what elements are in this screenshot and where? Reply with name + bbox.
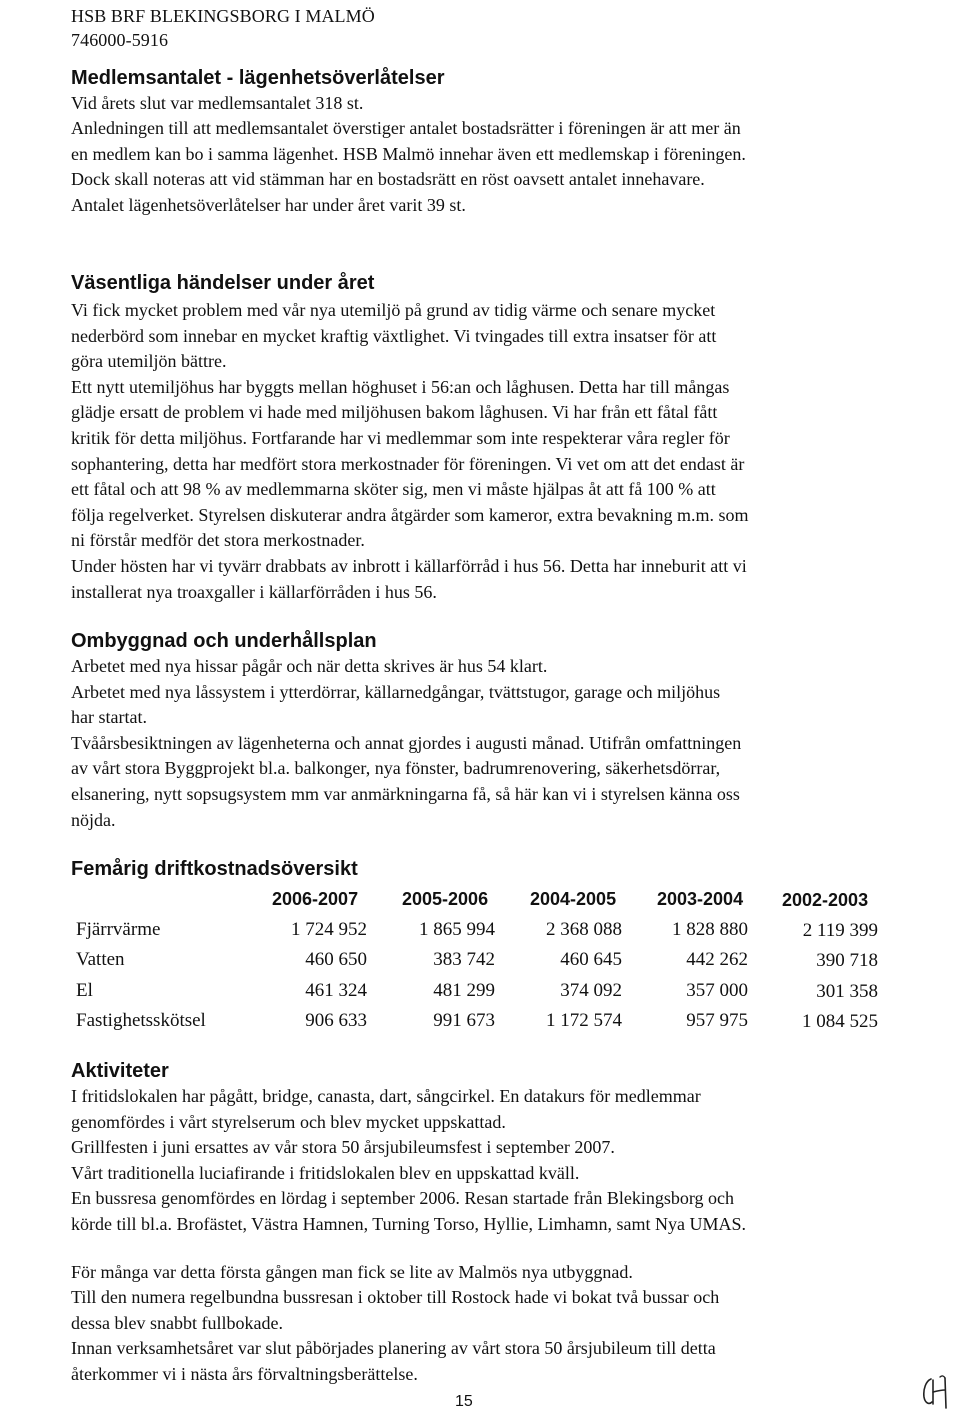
handwritten-initials-signature: [918, 1372, 958, 1412]
section-title: Femårig driftkostnadsöversikt: [71, 858, 358, 880]
section-members: [71, 66, 891, 218]
paragraph-line: Ett nytt utemiljöhus har byggts mellan höghuset i 56:an och låghusen. Detta har till mångas: [71, 376, 730, 397]
paragraph-line: Arbetet med nya hissar pågår och när detta skrives är hus 54 klart.: [71, 656, 548, 676]
paragraph-line: elsanering, nytt sopsugsystem mm var anmärkningarna få, så här kan vi i styrelsen känna oss: [71, 783, 740, 804]
paragraph-line: dessa blev snabbt fullbokade.: [71, 1312, 283, 1333]
paragraph-line: körde till bl.a. Brofästet, Västra Hamnen, Turning Torso, Hyllie, Limhamn, samt Nya UMAS.: [71, 1213, 747, 1234]
table-cell: 1 084 525: [802, 1011, 878, 1032]
paragraph-line: ni förstår medför det stora merkostnader.: [71, 530, 365, 551]
table-cell: 1 865 994: [419, 919, 495, 940]
section-title: Medlemsantalet - lägenhetsöverlåtelser: [71, 67, 445, 89]
paragraph-line: Vid årets slut var medlemsantalet 318 st.: [71, 93, 364, 113]
paragraph-line: glädje ersatt de problem vi hade med miljöhusen bakom låghusen. Vi har från ett fåtal fått: [71, 402, 718, 423]
paragraph-line: Innan verksamhetsåret var slut påbörjades planering av vårt stora 50 årsjubileum till detta: [71, 1338, 716, 1359]
paragraph-line: Vi fick mycket problem med vår nya utemiljö på grund av tidig värme och senare mycket: [71, 300, 716, 320]
table-cell: 957 975: [686, 1010, 748, 1031]
paragraph-line: av vårt stora Byggprojekt bl.a. balkonger, nya fönster, badrumrenovering, säkerhetsdörrar,: [71, 758, 721, 779]
table-cell: 906 633: [305, 1010, 367, 1031]
section-activities: [71, 1059, 891, 1388]
paragraph-line: Vårt traditionella luciafirande i fritidslokalen blev en uppskattad kväll.: [71, 1162, 580, 1183]
table-cell: 357 000: [686, 980, 748, 1001]
section-title: Väsentliga händelser under året: [71, 272, 375, 294]
table-cell: 460 650: [305, 949, 367, 970]
paragraph-line: följa regelverket. Styrelsen diskuterar andra åtgärder som kameror, extra bevakning m.m. som: [71, 504, 749, 525]
column-header: 2004-2005: [530, 889, 617, 909]
paragraph-line: nöjda.: [71, 809, 116, 830]
column-header: 2003-2004: [657, 889, 744, 909]
section-title: Aktiviteter: [71, 1060, 169, 1082]
paragraph-line: Arbetet med nya låssystem i ytterdörrar, källarnedgångar, tvättstugor, garage och miljöhus: [71, 681, 721, 702]
section-body: [71, 1084, 891, 1388]
table-cell: 1 172 574: [546, 1010, 622, 1031]
row-label: Fastighetsskötsel: [76, 1010, 206, 1031]
table-cell: 460 645: [560, 949, 622, 970]
table-cell: 442 262: [686, 949, 748, 970]
column-header: 2002-2003: [782, 890, 869, 910]
paragraph-line: en medlem kan bo i samma lägenhet. HSB Malmö innehar även ett medlemskap i föreningen.: [71, 143, 746, 164]
paragraph-line: En bussresa genomfördes en lördag i september 2006. Resan startade från Blekingsborg och: [71, 1188, 734, 1209]
paragraph-line: Grillfesten i juni ersattes av vår stora 50 årsjubileumsfest i september 2007.: [71, 1137, 615, 1158]
section-events: [71, 271, 891, 605]
org-name: HSB BRF BLEKINGSBORG I MALMÖ: [71, 6, 375, 26]
section-title: Ombyggnad och underhållsplan: [71, 630, 377, 652]
table-cell: 1 828 880: [672, 919, 748, 940]
table-cell: 301 358: [816, 981, 878, 1002]
table-cell: 2 368 088: [546, 919, 622, 940]
table-cell: 390 718: [816, 950, 878, 971]
paragraph-line: kritik för detta miljöhus. Fortfarande har vi medlemmar som inte respekterar våra regler för: [71, 427, 730, 448]
section-body: [71, 298, 891, 605]
cost-table: [71, 886, 891, 1036]
section-costs: [71, 857, 891, 881]
paragraph-line: har startat.: [71, 707, 147, 728]
row-label: El: [76, 980, 93, 1001]
table-cell: 1 724 952: [291, 919, 367, 940]
paragraph-line: återkommer vi i nästa års förvaltningsberättelse.: [71, 1363, 418, 1384]
table-cell: 461 324: [305, 980, 367, 1001]
paragraph-line: Dock skall noteras att vid stämman har en bostadsrätt en röst oavsett antalet innehavare.: [71, 169, 705, 190]
paragraph-line: Anledningen till att medlemsantalet överstiger antalet bostadsrätter i föreningen är att mer än: [71, 118, 741, 139]
paragraph-line: nederbörd som innebar en mycket kraftig växtlighet. Vi tvingades till extra insatser för att: [71, 325, 717, 346]
paragraph-line: Till den numera regelbundna bussresan i oktober till Rostock hade vi bokat två bussar och: [71, 1287, 720, 1308]
row-label: Vatten: [76, 949, 125, 970]
page-number: 15: [455, 1393, 473, 1410]
section-body: [71, 91, 891, 218]
paragraph-line: Tvåårsbesiktningen av lägenheterna och annat gjordes i augusti månad. Utifrån omfattningen: [71, 732, 742, 753]
paragraph-line: Under hösten har vi tyvärr drabbats av inbrott i källarförråd i hus 56. Detta har inneburit att vi: [71, 555, 747, 576]
column-header: 2005-2006: [402, 889, 489, 909]
paragraph-line: genomfördes i vårt styrelserum och blev mycket uppskattad.: [71, 1111, 506, 1132]
section-renovation: [71, 629, 891, 833]
paragraph-line: ett fåtal och att 98 % av medlemmarna sköter sig, men vi måste hjälpas åt att få 100 % att: [71, 479, 716, 500]
table-cell: 2 119 399: [802, 920, 878, 941]
section-body: [71, 654, 891, 833]
table-cell: 481 299: [433, 980, 495, 1001]
column-header: 2006-2007: [272, 889, 359, 909]
paragraph-gap: [71, 1238, 891, 1260]
paragraph-line: Antalet lägenhetsöverlåtelser har under året varit 39 st.: [71, 194, 466, 215]
paragraph-line: göra utemiljön bättre.: [71, 351, 227, 372]
paragraph-line: För många var detta första gången man fick se lite av Malmös nya utbyggnad.: [71, 1261, 633, 1282]
table-cell: 374 092: [560, 980, 622, 1001]
paragraph-line: installerat nya troaxgaller i källarförråden i hus 56.: [71, 581, 437, 602]
org-number: 746000-5916: [71, 30, 169, 50]
table-cell: 383 742: [433, 949, 495, 970]
table-cell: 991 673: [433, 1010, 495, 1031]
paragraph-line: sophantering, detta har medfört stora merkostnader för föreningen. Vi vet om att det endast är: [71, 453, 745, 474]
row-label: Fjärrvärme: [76, 919, 161, 940]
paragraph-line: I fritidslokalen har pågått, bridge, canasta, dart, sångcirkel. En datakurs för medlemmar: [71, 1086, 701, 1106]
